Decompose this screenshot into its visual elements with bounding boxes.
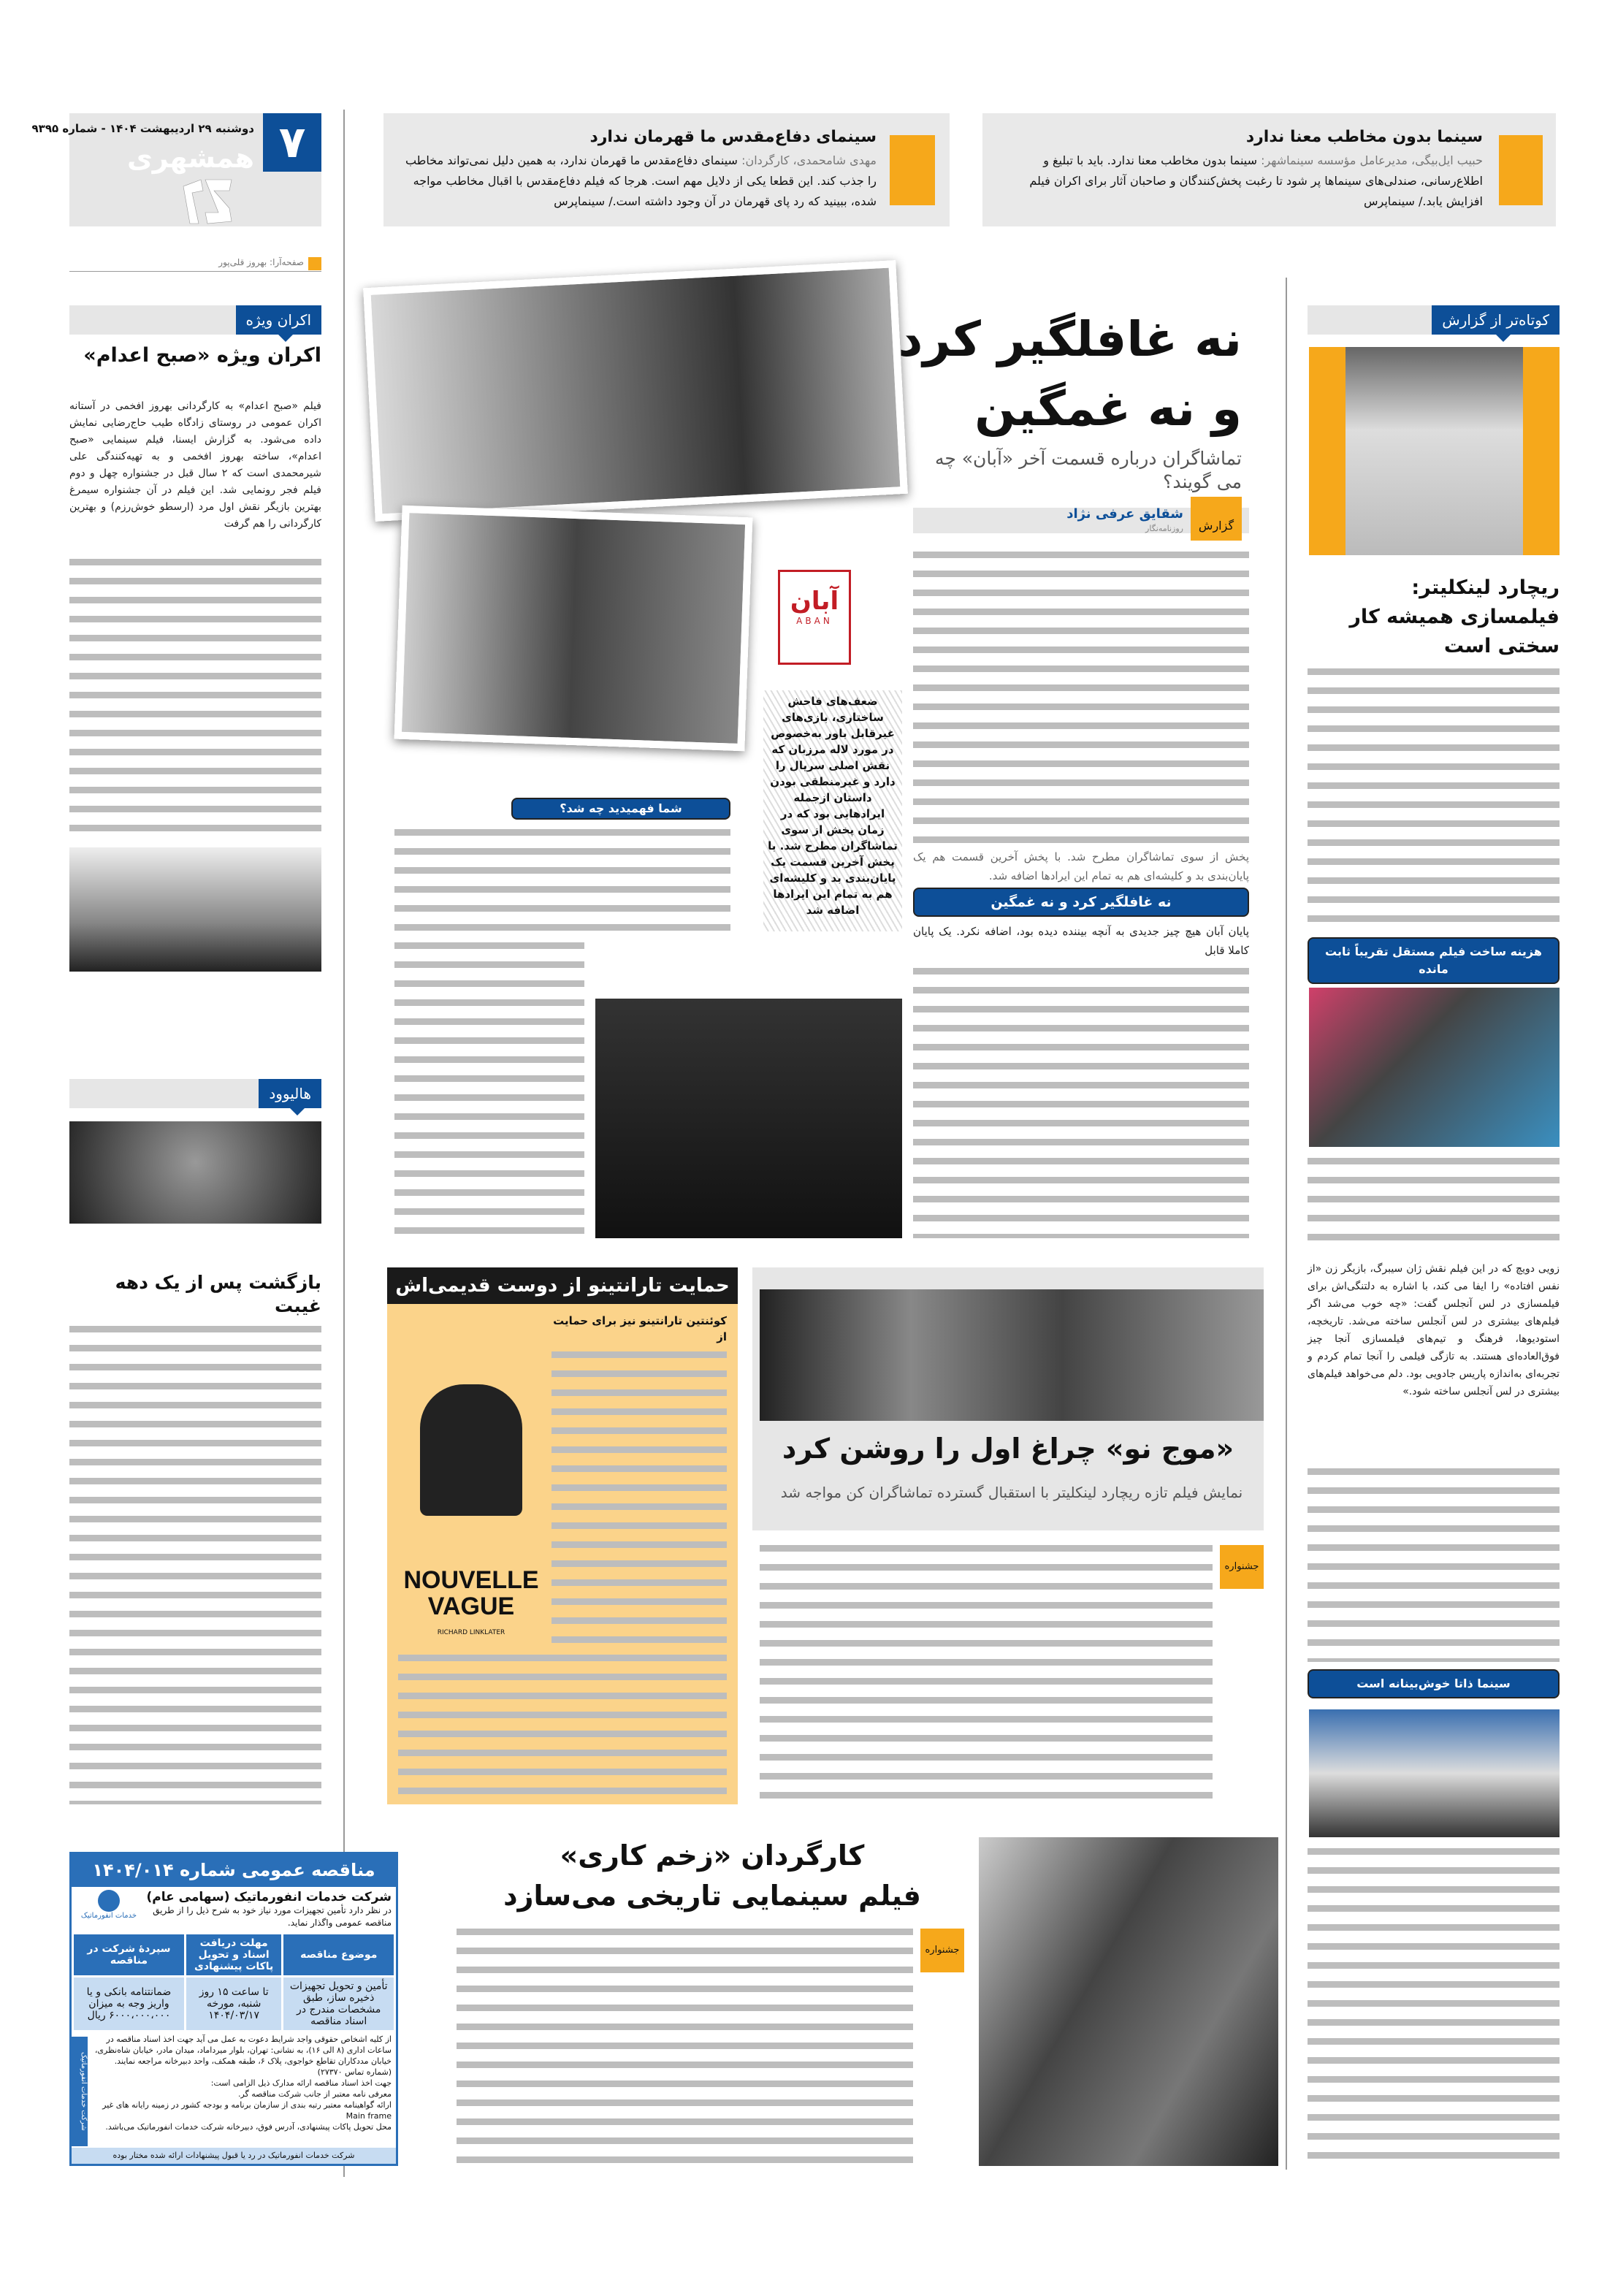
quote-box-shamohammadi: سینمای دفاع‌مقدس ما قهرمان ندارد مهدی شامحمدی، کارگردان: سینمای دفاع‌مقدس ما قهرمان ندارد، به همین دلیل نمی‌تواند مخاطب را جذب کند. این قطعا یکی از دلایل مهم است. هرجا که فیلم دفاع‌مقدس با اقبال مخاطب مواجه شده، ببینید که رد پای قهرمان در آن وجود داشته است./ سینماپرس — [383, 113, 950, 226]
designer-marker-icon — [308, 257, 321, 270]
linklater-text-4 — [1308, 1848, 1560, 2170]
new-wave-headline: «موج نو» چراغ اول را روشن کرد — [782, 1433, 1234, 1465]
main-headline-1: نه غافلگیر کرد — [898, 311, 1242, 367]
subhead-surprise: نه غافلگیر کرد و نه غمگین — [913, 888, 1249, 917]
linklater-excerpt: زویی دویچ که در این فیلم نقش ژان سیبرگ، بازیگر زن «از نفس افتاده» را ایفا می کند، با اشاره به دلتنگی‌اش برای فیلمسازی در لس آنجلس گفت: «چه خوب می‌شد اگر فیلم‌های بیشتری در لس آنجلس ساخته می‌شد. تاریخچه، استودیوها، فرهنگ و تیم‌های فیلمسازی آنجا چیز فوق‌العاده‌ای هستند. به تازگی فیلمی را آنجا تمام کردم و تجربه‌ای به‌اندازه پاریس جادویی بود. دلم می‌خواهد فیلم‌های بیشتری در لس آنجلس ساخته شود.» — [1308, 1263, 1560, 1397]
ad-company: شرکت خدمات انفورماتیک (سهامی عام) — [146, 1890, 392, 1904]
linklater-text-2 — [1308, 1158, 1560, 1253]
film-strip-logo-icon — [179, 178, 236, 226]
zakhm-section-label: جشنواره — [920, 1929, 964, 1972]
aban-photo-second — [394, 506, 753, 752]
tender-ad: مناقصه عمومی شماره ۱۴۰۴/۰۱۴ شرکت خدمات انفورماتیک (سهامی عام) در نظر دارد تأمین تجهیزات مورد نیاز خود به شرح ذیل را از طریق مناقصه عمومی واگذار نماید. خدمات انفورماتیک موضوع مناقصه مهلت دریافت اسناد و تحویل پاکات پیشنهادی سپردهٔ شرکت در مناقصه تأمین و تحویل تجهیزات ذخیره ساز، طبق مشخصات مندرج در اسناد مناقصه تا ساعت ۱۵ روز شنبه، مورخه ۱۴۰۴/۰۳/۱۷ ضمانتنامه بانکی و یا واریز وجه به میزان ۶۰۰۰،۰۰۰،۰۰۰ ریال از کلیه اشخاص حقوقی واجد شرایط دعوت به عمل می آید جهت اخذ اسناد مناقصه در ساعات اداری (۸ الی ۱۶)، به نشانی: تهران، بلوار میرداماد، میدان مادر، خیابان شاه‌نظری، خیابان مددکاران تقاطع خواجوی، پلاک ۶، طبقه همکف، واحد دبیرخانه مراجعه نمایند. (شماره تماس ۲۷۳۷۰) جهت اخذ اسناد مناقصه ارائه مدارک ذیل الزامی است: معرفی نامه معتبر از جانب شرکت مناقصه گر. ارائه گواهینامه معتبر رتبه بندی از سازمان برنامه و بودجه کشور در زمینه رایانه های غیر Main frame محل تحویل پاکات پیشنهادی، آدرس فوق، دبیرخانه شرکت خدمات انفورماتیک می‌باشد. شرکت خدمات انفورماتیک در رد یا قبول پیشنهادات ارائه شده مختار بوده شرکت خدمات انفورماتیک — [69, 1852, 398, 2166]
date-issue: دوشنبه ۲۹ اردیبهشت ۱۴۰۴ - شماره ۹۳۹۵ — [31, 122, 254, 135]
column-divider-right — [1286, 278, 1287, 2170]
shamohammadi-portrait — [890, 135, 935, 205]
subhead-did-you-understand: شما فهمیدید چه شد؟ — [511, 798, 730, 820]
subhead-surprise-text: پایان آبان هیچ چیز جدیدی به آنچه بیننده دیده بود، اضافه نکرد. یک پایان کاملا قابل — [913, 925, 1249, 957]
linklater-headline: ریچارد لینکلیتر: فیلمسازی همیشه کار سختی است — [1349, 576, 1560, 657]
new-wave-subtitle: نمایش فیلم تازه ریچارد لینکلیتر با استقبال گسترده تماشاگران کن مواجه شد — [780, 1484, 1243, 1501]
zakhm-headline-2: فیلم سینمایی تاریخی می‌سازد — [503, 1880, 921, 1912]
new-wave-text — [760, 1545, 1213, 1804]
ad-footer: شرکت خدمات انفورماتیک در رد یا قبول پیشنهادات ارائه شده مختار بوده — [72, 2148, 396, 2164]
zakhm-headline-1: کارگردان «زخم کاری» — [560, 1839, 865, 1872]
ilbeigi-portrait — [1499, 135, 1543, 205]
tarantino-box — [387, 1267, 738, 1804]
section-tag-hollywood: هالیوود — [69, 1079, 321, 1108]
main-text-col-2 — [913, 968, 1249, 1238]
pull-quote: ضعف‌های فاحش ساختاری، بازی‌های غیرقابل باور به‌خصوص در مورد لاله مرزبان که نقش اصلی سریال را دارد و غیرمنطقی بودن داستان ازجمله ایرادهایی بود که در زمان پخش از سوی تماشاگران مطرح شد. با پخش آخرین قسمت یک پایان‌بندی بد و کلیشه‌ای هم به تمام این ایرادها اضافه شد — [763, 690, 902, 931]
main-text-col — [913, 552, 1249, 844]
zakhm-photo — [979, 1837, 1278, 2166]
main-text-end: پخش از سوی تماشاگران مطرح شد. با پخش آخرین قسمت هم یک پایان‌بندی بد و کلیشه‌ای هم به تمام این ایرادها اضافه شد. — [913, 850, 1249, 882]
subhead-optimistic: سینما ذاتا خوش‌بینانه است — [1308, 1669, 1560, 1698]
linklater-set-photo — [1309, 988, 1560, 1147]
ad-title: مناقصه عمومی شماره ۱۴۰۴/۰۱۴ — [72, 1854, 396, 1887]
page-number: ۷ — [263, 113, 321, 172]
subhead-indie-cost: هزینه ساخت فیلم مستقل تقریباً ثابت مانده — [1308, 937, 1560, 984]
cast-photo — [1309, 1709, 1560, 1837]
newspaper-logo: همشهری — [126, 142, 254, 174]
new-wave-photo — [760, 1289, 1264, 1421]
nouvelle-vague-poster: NOUVELLE VAGUE RICHARD LINKLATER — [398, 1326, 544, 1647]
linklater-text-3 — [1308, 1468, 1560, 1662]
main-headline-2: و نه غمگین — [974, 381, 1242, 437]
tarantino-headline: حمایت تارانتینو از دوست قدیمی‌اش — [387, 1267, 738, 1304]
special-film-photo — [69, 847, 321, 972]
aban-cast-photo — [595, 939, 902, 1238]
page-designer: صفحه‌آرا: بهروز قلی‌پور — [69, 257, 321, 272]
special-text: فیلم «صبح اعدام» به کارگردانی بهروز افخمی در آستانه اکران عمومی در روستای زادگاه طیب حاج‌رضایی نمایش داده می‌شود. به گزارش ایسنا، فیلم سینمایی «صبح اعدام»، ساخته بهروز افخمی و به تهیه‌کنندگی علی شیرمحمدی است که ۲ سال قبل در جشنواره چهل و دوم فیلم فجر رونمایی شد. این فیلم در آن جشنواره سیمرغ بهترین بازیگر نقش اول مرد (ارسطو خوش‌رزم) و بهترین کارگردانی را هم گرفت — [69, 400, 321, 530]
new-wave-section-label: جشنواره — [1220, 1545, 1264, 1589]
ad-company-logo: خدمات انفورماتیک — [76, 1890, 142, 1929]
secondary-text-col — [394, 829, 730, 931]
linklater-photo — [1309, 347, 1560, 555]
ad-table: موضوع مناقصه مهلت دریافت اسناد و تحویل پاکات پیشنهادی سپردهٔ شرکت در مناقصه تأمین و تحویل تجهیزات ذخیره ساز، طبق مشخصات مندرج در اسناد مناقصه تا ساعت ۱۵ روز شنبه، مورخه ۱۴۰۴/۰۳/۱۷ ضمانتنامه بانکی و یا واریز وجه به میزان ۶۰۰۰،۰۰۰،۰۰۰ ریال — [72, 1932, 396, 2032]
special-headline: اکران ویژه «صبح اعدام» — [83, 344, 321, 367]
zakhm-text — [457, 1929, 913, 2170]
hollywood-photo — [69, 1121, 321, 1224]
linklater-text — [1308, 668, 1560, 928]
section-tag-shorter: کوتاه‌تر از گزارش — [1308, 305, 1560, 335]
author-name: شقایق عرفی نژاد — [1066, 506, 1183, 522]
section-label-report: گزارش — [1191, 497, 1242, 541]
quote-box-ilbeigi: سینما بدون مخاطب معنا ندارد حبیب ایل‌بیگی، مدیرعامل مؤسسه سینماشهر: سینما بدون مخاطب معنا ندارد. باید با تبلیغ و اطلاع‌رسانی، صندلی‌های سینماها پر شود تا رغبت پخش‌کنندگان و صاحبان آثار برای اکران فیلم افزایش یابد./ سینماپرس — [982, 113, 1556, 226]
hollywood-text — [69, 1326, 321, 1804]
section-tag-special: اکران ویژه — [69, 305, 321, 335]
hollywood-headline: بازگشت پس از یک دهه غیبت — [115, 1272, 321, 1316]
tarantino-text-start: کوئنتین تارانتینو نیز برای حمایت از — [553, 1314, 727, 1343]
ad-side-label: شرکت خدمات انفورماتیک — [72, 2037, 88, 2146]
aban-logo: آبان ABAN — [778, 570, 851, 665]
special-text-continued — [69, 559, 321, 840]
tarantino-text-bottom — [398, 1655, 727, 1797]
main-subtitle: تماشاگران درباره قسمت آخر «آبان» چه می گویند؟ — [934, 448, 1242, 492]
author-role: روزنامه‌نگار — [1145, 524, 1183, 533]
tarantino-text — [551, 1351, 727, 1647]
masthead — [31, 113, 321, 226]
secondary-text-col-2 — [394, 942, 584, 1235]
ad-intro: در نظر دارد تأمین تجهیزات مورد نیاز خود به شرح ذیل را از طریق مناقصه عمومی واگذار نماید. — [153, 1905, 392, 1928]
